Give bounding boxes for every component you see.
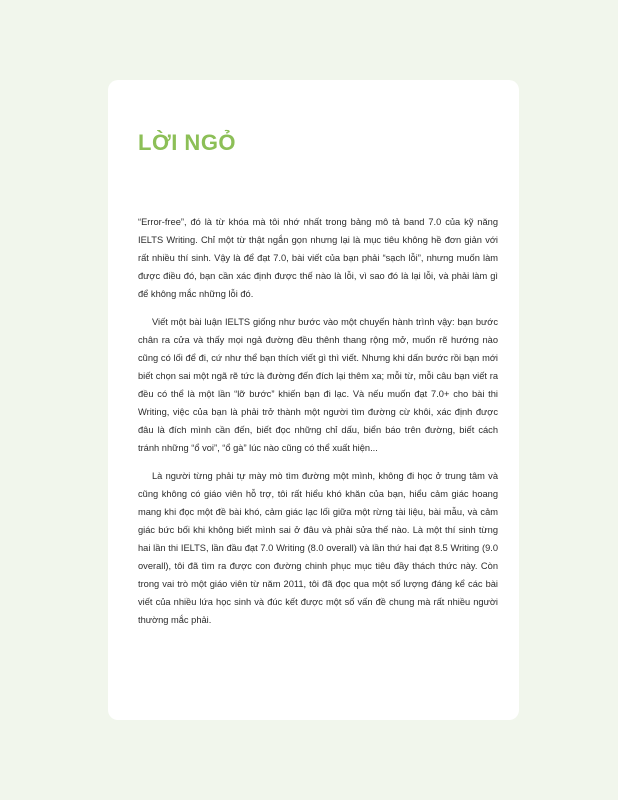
paragraph-1: “Error-free”, đó là từ khóa mà tôi nhớ nhất trong bảng mô tả band 7.0 của kỹ năng IELTS Writing. Chỉ một từ thật ngắn gọn nhưng lại là mục tiêu không hề đơn giản với rất nhiều thí sinh. Vậy là để đạt 7.0, bài viết của bạn phải “sạch lỗi”, nhưng muốn làm được điều đó, bạn cần xác định được thế nào là lỗi, vì sao đó là lại lỗi, và phải làm gì để không mắc những lỗi đó.: [138, 217, 498, 299]
paragraph-2: Viết một bài luận IELTS giống như bước vào một chuyến hành trình vậy: bạn bước chân ra cửa và thấy mọi ngả đường đều thênh thang rộng mở, muốn rẽ hướng nào cũng có lối để đi, cứ như thể bạn thích viết gì thì viết. Nhưng khi dấn bước rồi bạn mới biết chọn sai một ngã rẽ tức là đường đến đích lại thêm xa; mỗi từ, mỗi câu bạn viết ra đều có thể là một lần “lỡ bước” khiến bạn đi lạc. Và nếu muốn đạt 7.0+ cho bài thi Writing, việc của bạn là phải trở thành một người tìm đường cừ khôi, xác định được đâu là đích mình cần đến, biết đọc những chỉ dấu, biển báo trên đường, biết cách tránh những “ổ voi”, “ổ gà” lúc nào cũng có thể xuất hiện...: [138, 317, 498, 453]
body-text: [138, 213, 498, 639]
page-title: LỜI NGỎ: [138, 130, 237, 155]
paragraph-3: Là người từng phải tự mày mò tìm đường một mình, không đi học ở trung tâm và cũng không có giáo viên hỗ trợ, tôi rất hiểu khó khăn của bạn, hiểu cảm giác hoang mang khi đọc một đề bài khó, cảm giác lạc lối giữa một rừng tài liệu, bài mẫu, và cảm giác bức bối khi không biết mình sai ở đâu và phải sửa thế nào. Là một thí sinh từng hai lần thi IELTS, lần đầu đạt 7.0 Writing (8.0 overall) và lần thứ hai đạt 8.5 Writing (9.0 overall), tôi đã tìm ra được con đường chinh phục mục tiêu đầy thách thức này. Còn trong vai trò một giáo viên từ năm 2011, tôi đã đọc qua một số lượng đáng kể các bài viết của nhiều lứa học sinh và đúc kết được một số vấn đề chung mà rất nhiều người thường mắc phải.: [138, 471, 498, 625]
content-card: [108, 80, 519, 720]
